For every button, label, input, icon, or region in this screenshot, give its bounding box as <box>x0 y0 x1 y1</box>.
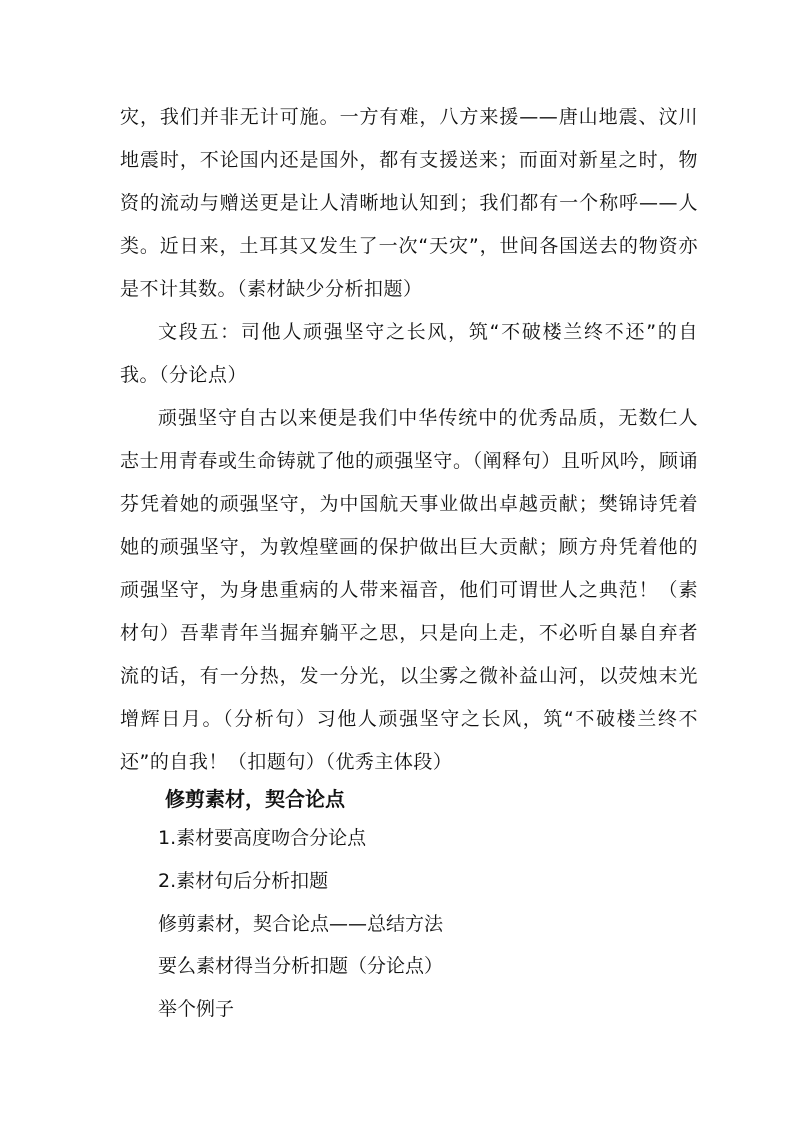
list-item-1: 1.素材要高度吻合分论点 <box>158 827 367 849</box>
list-item-4: 要么素材得当分析扣题（分论点） <box>158 955 444 977</box>
list-item-2: 2.素材句后分析扣题 <box>158 870 329 892</box>
section-heading: 修剪素材，契合论点 <box>165 787 345 811</box>
paragraph-perseverance: 顽强坚守自古以来便是我们中华传统中的优秀品质，无数仁人志士用青春或生命铸就了他的顽强坚守。（阐释句）且听风吟，顾诵芬凭着她的顽强坚守，为中国航天事业做出卓越贡献；樊锦诗凭着她的顽强坚守，为敦煌壁画的保护做出巨大贡献；顾方舟凭着他的顽强坚守，为身患重病的人带来福音，他们可谓世人之典范！（素材句）吾辈青年当掘弃躺平之思，只是向上走，不必听自暴自弃者流的话，有一分热，发一分光，以尘雾之微补益山河，以荧烛末光增辉日月。（分析句）习他人顽强坚守之长风，筑“不破楼兰终不还”的自我！（扣题句）（优秀主体段） <box>120 407 698 773</box>
list-item-3: 修剪素材，契合论点——总结方法 <box>158 913 444 935</box>
paragraph-section-five-title: 文段五：司他人顽强坚守之长风，筑“不破楼兰终不还”的自我。（分论点） <box>120 321 698 386</box>
list-item-5: 举个例子 <box>158 998 235 1020</box>
paragraph-disaster-aid: 灾，我们并非无计可施。一方有难，八方来援——唐山地震、汶川地震时，不论国内还是国外，都有支援送来；而面对新星之时，物资的流动与赠送更是让人清晰地认知到；我们都有一个称呼——人类。近日来，土耳其又发生了一次“天灾”，世间各国送去的物资亦是不计其数。（素材缺少分析扣题） <box>120 106 698 300</box>
